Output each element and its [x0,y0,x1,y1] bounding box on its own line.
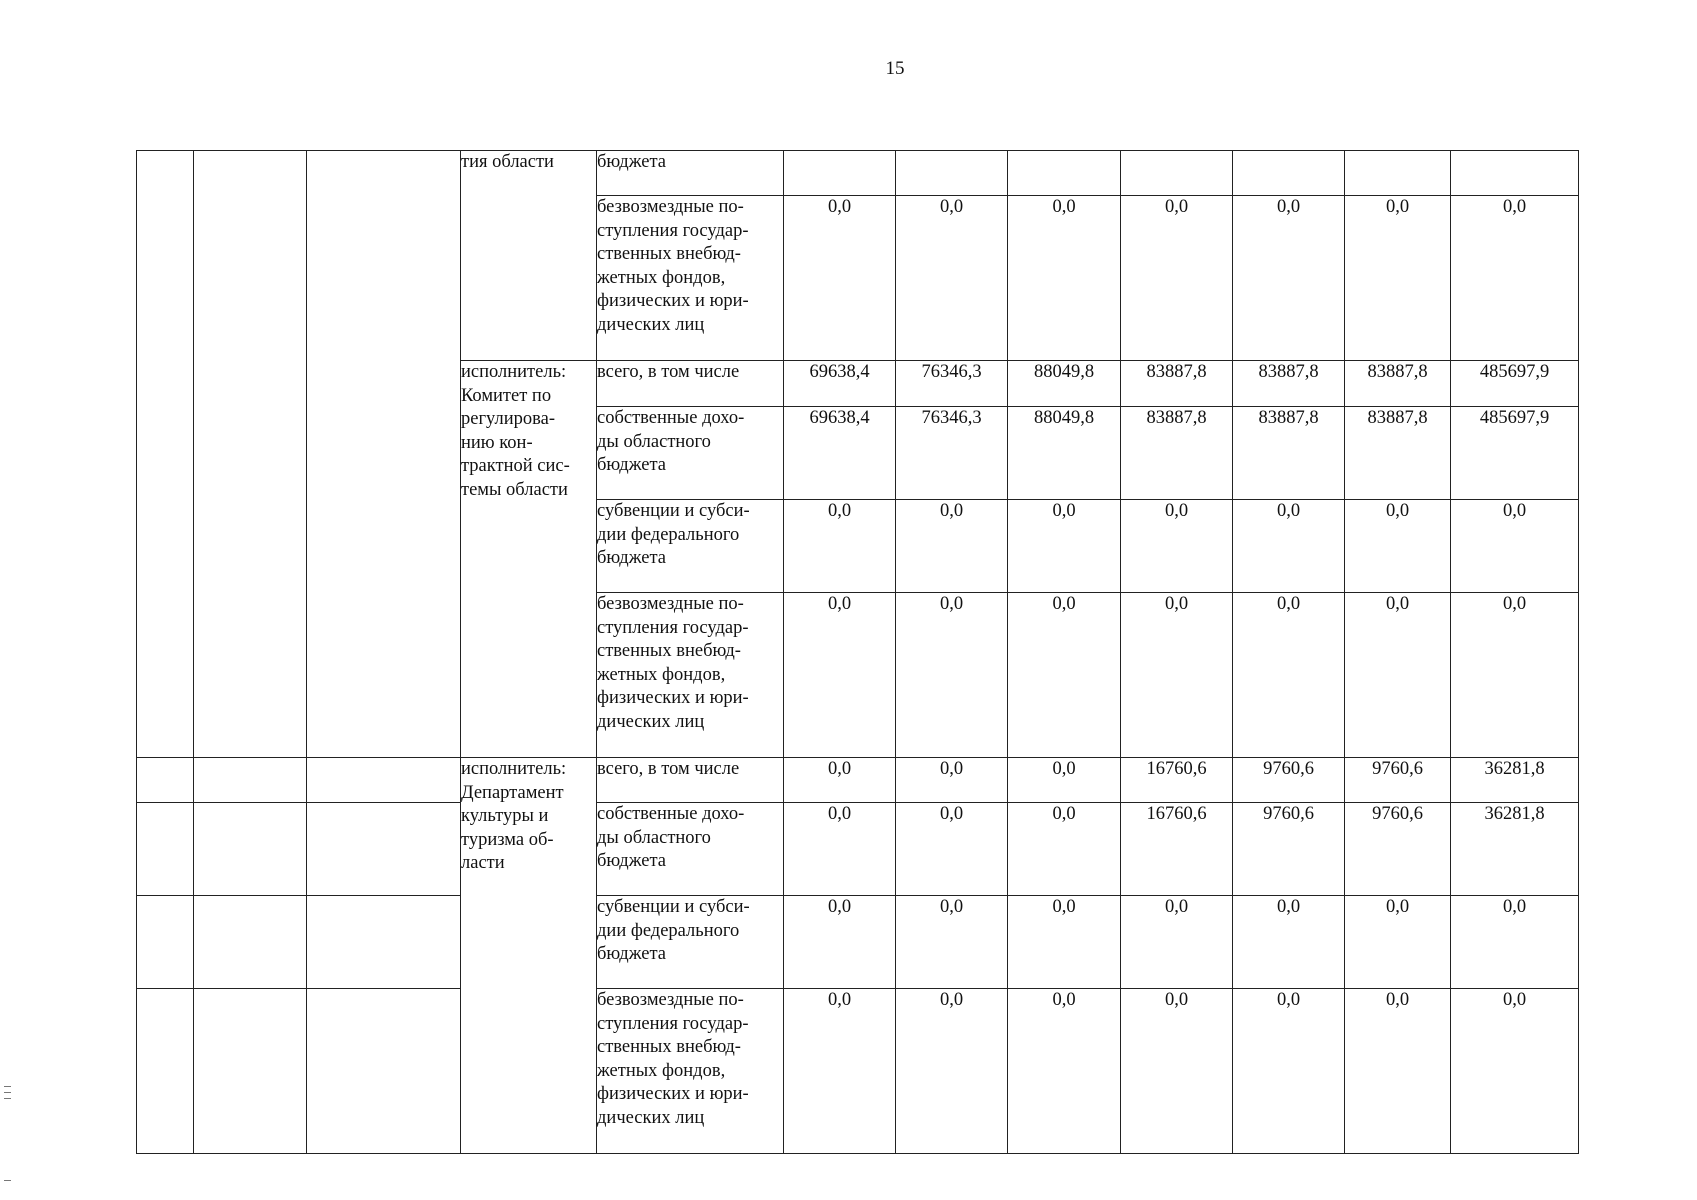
value-cell: 0,0 [896,896,1008,989]
value-cell: 0,0 [784,803,896,896]
value-cell [1345,151,1451,196]
value-cell: 0,0 [1233,896,1345,989]
total-cell: 0,0 [1451,196,1579,361]
value-cell: 0,0 [784,896,896,989]
value-cell [1008,151,1121,196]
page-number: 15 [885,58,905,79]
value-cell: 16760,6 [1121,758,1233,803]
value-cell: 9760,6 [1345,758,1451,803]
value-cell: 0,0 [1345,500,1451,593]
blank-cell-col3 [307,758,461,803]
table-row [137,989,1579,1154]
value-cell: 76346,3 [896,407,1008,500]
value-cell: 83887,8 [1345,407,1451,500]
value-cell: 0,0 [896,803,1008,896]
value-cell: 83887,8 [1345,361,1451,407]
blank-cell-col1 [137,758,194,803]
value-cell: 0,0 [1121,593,1233,758]
funding-source-cell: всего, в том числе [597,758,784,803]
blank-cell-col3 [307,803,461,896]
blank-cell-col3 [307,151,461,758]
total-cell [1451,151,1579,196]
value-cell [1233,151,1345,196]
scan-artifact [4,1180,11,1181]
blank-cell-col2 [194,989,307,1154]
blank-cell-col2 [194,803,307,896]
scan-artifact [4,1086,11,1087]
value-cell: 0,0 [1121,989,1233,1154]
value-cell: 0,0 [784,989,896,1154]
value-cell: 88049,8 [1008,407,1121,500]
blank-cell-col1 [137,896,194,989]
value-cell: 0,0 [784,758,896,803]
funding-source-cell: всего, в том числе [597,361,784,407]
value-cell: 76346,3 [896,361,1008,407]
funding-source-cell: собственные дохо- ды областного бюджета [597,407,784,500]
value-cell: 0,0 [1008,593,1121,758]
funding-source-cell: безвозмездные по- ступления государ- ственных внебюд- жетных фондов, физических и юри- дических лиц [597,593,784,758]
value-cell: 0,0 [1121,500,1233,593]
executor-cell: исполнитель: Департамент культуры и туризма об- ласти [461,758,597,1154]
executor-cell: тия области [461,151,597,361]
blank-cell-col3 [307,896,461,989]
blank-cell-col1 [137,989,194,1154]
value-cell: 0,0 [1233,196,1345,361]
value-cell: 0,0 [1345,989,1451,1154]
funding-source-cell: безвозмездные по- ступления государ- ственных внебюд- жетных фондов, физических и юри- дических лиц [597,989,784,1154]
value-cell: 0,0 [784,196,896,361]
table-row [137,151,1579,196]
value-cell: 0,0 [1008,803,1121,896]
total-cell: 36281,8 [1451,803,1579,896]
value-cell: 69638,4 [784,361,896,407]
value-cell: 0,0 [1121,196,1233,361]
value-cell: 0,0 [896,758,1008,803]
value-cell: 0,0 [1345,593,1451,758]
value-cell: 83887,8 [1233,407,1345,500]
blank-cell-col2 [194,151,307,758]
blank-cell-col3 [307,989,461,1154]
funding-source-cell: субвенции и субси- дии федерального бюджета [597,896,784,989]
funding-source-cell: бюджета [597,151,784,196]
value-cell: 16760,6 [1121,803,1233,896]
value-cell: 0,0 [1008,196,1121,361]
value-cell: 0,0 [1233,593,1345,758]
total-cell: 0,0 [1451,500,1579,593]
value-cell: 83887,8 [1233,361,1345,407]
executor-cell: исполнитель: Комитет по регулирова- нию кон- трактной сис- темы области [461,361,597,758]
blank-cell-col1 [137,151,194,758]
funding-source-cell: собственные дохо- ды областного бюджета [597,803,784,896]
table-row [137,896,1579,989]
value-cell [896,151,1008,196]
total-cell: 0,0 [1451,989,1579,1154]
value-cell: 0,0 [1008,500,1121,593]
value-cell: 83887,8 [1121,407,1233,500]
total-cell: 485697,9 [1451,407,1579,500]
value-cell: 9760,6 [1233,758,1345,803]
value-cell: 0,0 [1008,758,1121,803]
value-cell: 0,0 [1345,896,1451,989]
value-cell [784,151,896,196]
total-cell: 0,0 [1451,896,1579,989]
value-cell: 9760,6 [1345,803,1451,896]
table-row [137,758,1579,803]
value-cell: 0,0 [1233,989,1345,1154]
blank-cell-col1 [137,803,194,896]
blank-cell-col2 [194,758,307,803]
value-cell: 69638,4 [784,407,896,500]
total-cell: 0,0 [1451,593,1579,758]
total-cell: 485697,9 [1451,361,1579,407]
value-cell: 0,0 [896,500,1008,593]
value-cell [1121,151,1233,196]
table-row [137,803,1579,896]
value-cell: 0,0 [896,196,1008,361]
budget-table [136,150,1579,1154]
value-cell: 0,0 [896,593,1008,758]
value-cell: 0,0 [896,989,1008,1154]
scan-artifact [4,1092,11,1093]
value-cell: 0,0 [784,500,896,593]
value-cell: 0,0 [1008,896,1121,989]
funding-source-cell: субвенции и субси- дии федерального бюджета [597,500,784,593]
value-cell: 83887,8 [1121,361,1233,407]
value-cell: 88049,8 [1008,361,1121,407]
value-cell: 0,0 [784,593,896,758]
funding-source-cell: безвозмездные по- ступления государ- ственных внебюд- жетных фондов, физических и юри- дических лиц [597,196,784,361]
value-cell: 9760,6 [1233,803,1345,896]
total-cell: 36281,8 [1451,758,1579,803]
value-cell: 0,0 [1008,989,1121,1154]
blank-cell-col2 [194,896,307,989]
scan-artifact [4,1098,11,1099]
value-cell: 0,0 [1233,500,1345,593]
value-cell: 0,0 [1121,896,1233,989]
value-cell: 0,0 [1345,196,1451,361]
